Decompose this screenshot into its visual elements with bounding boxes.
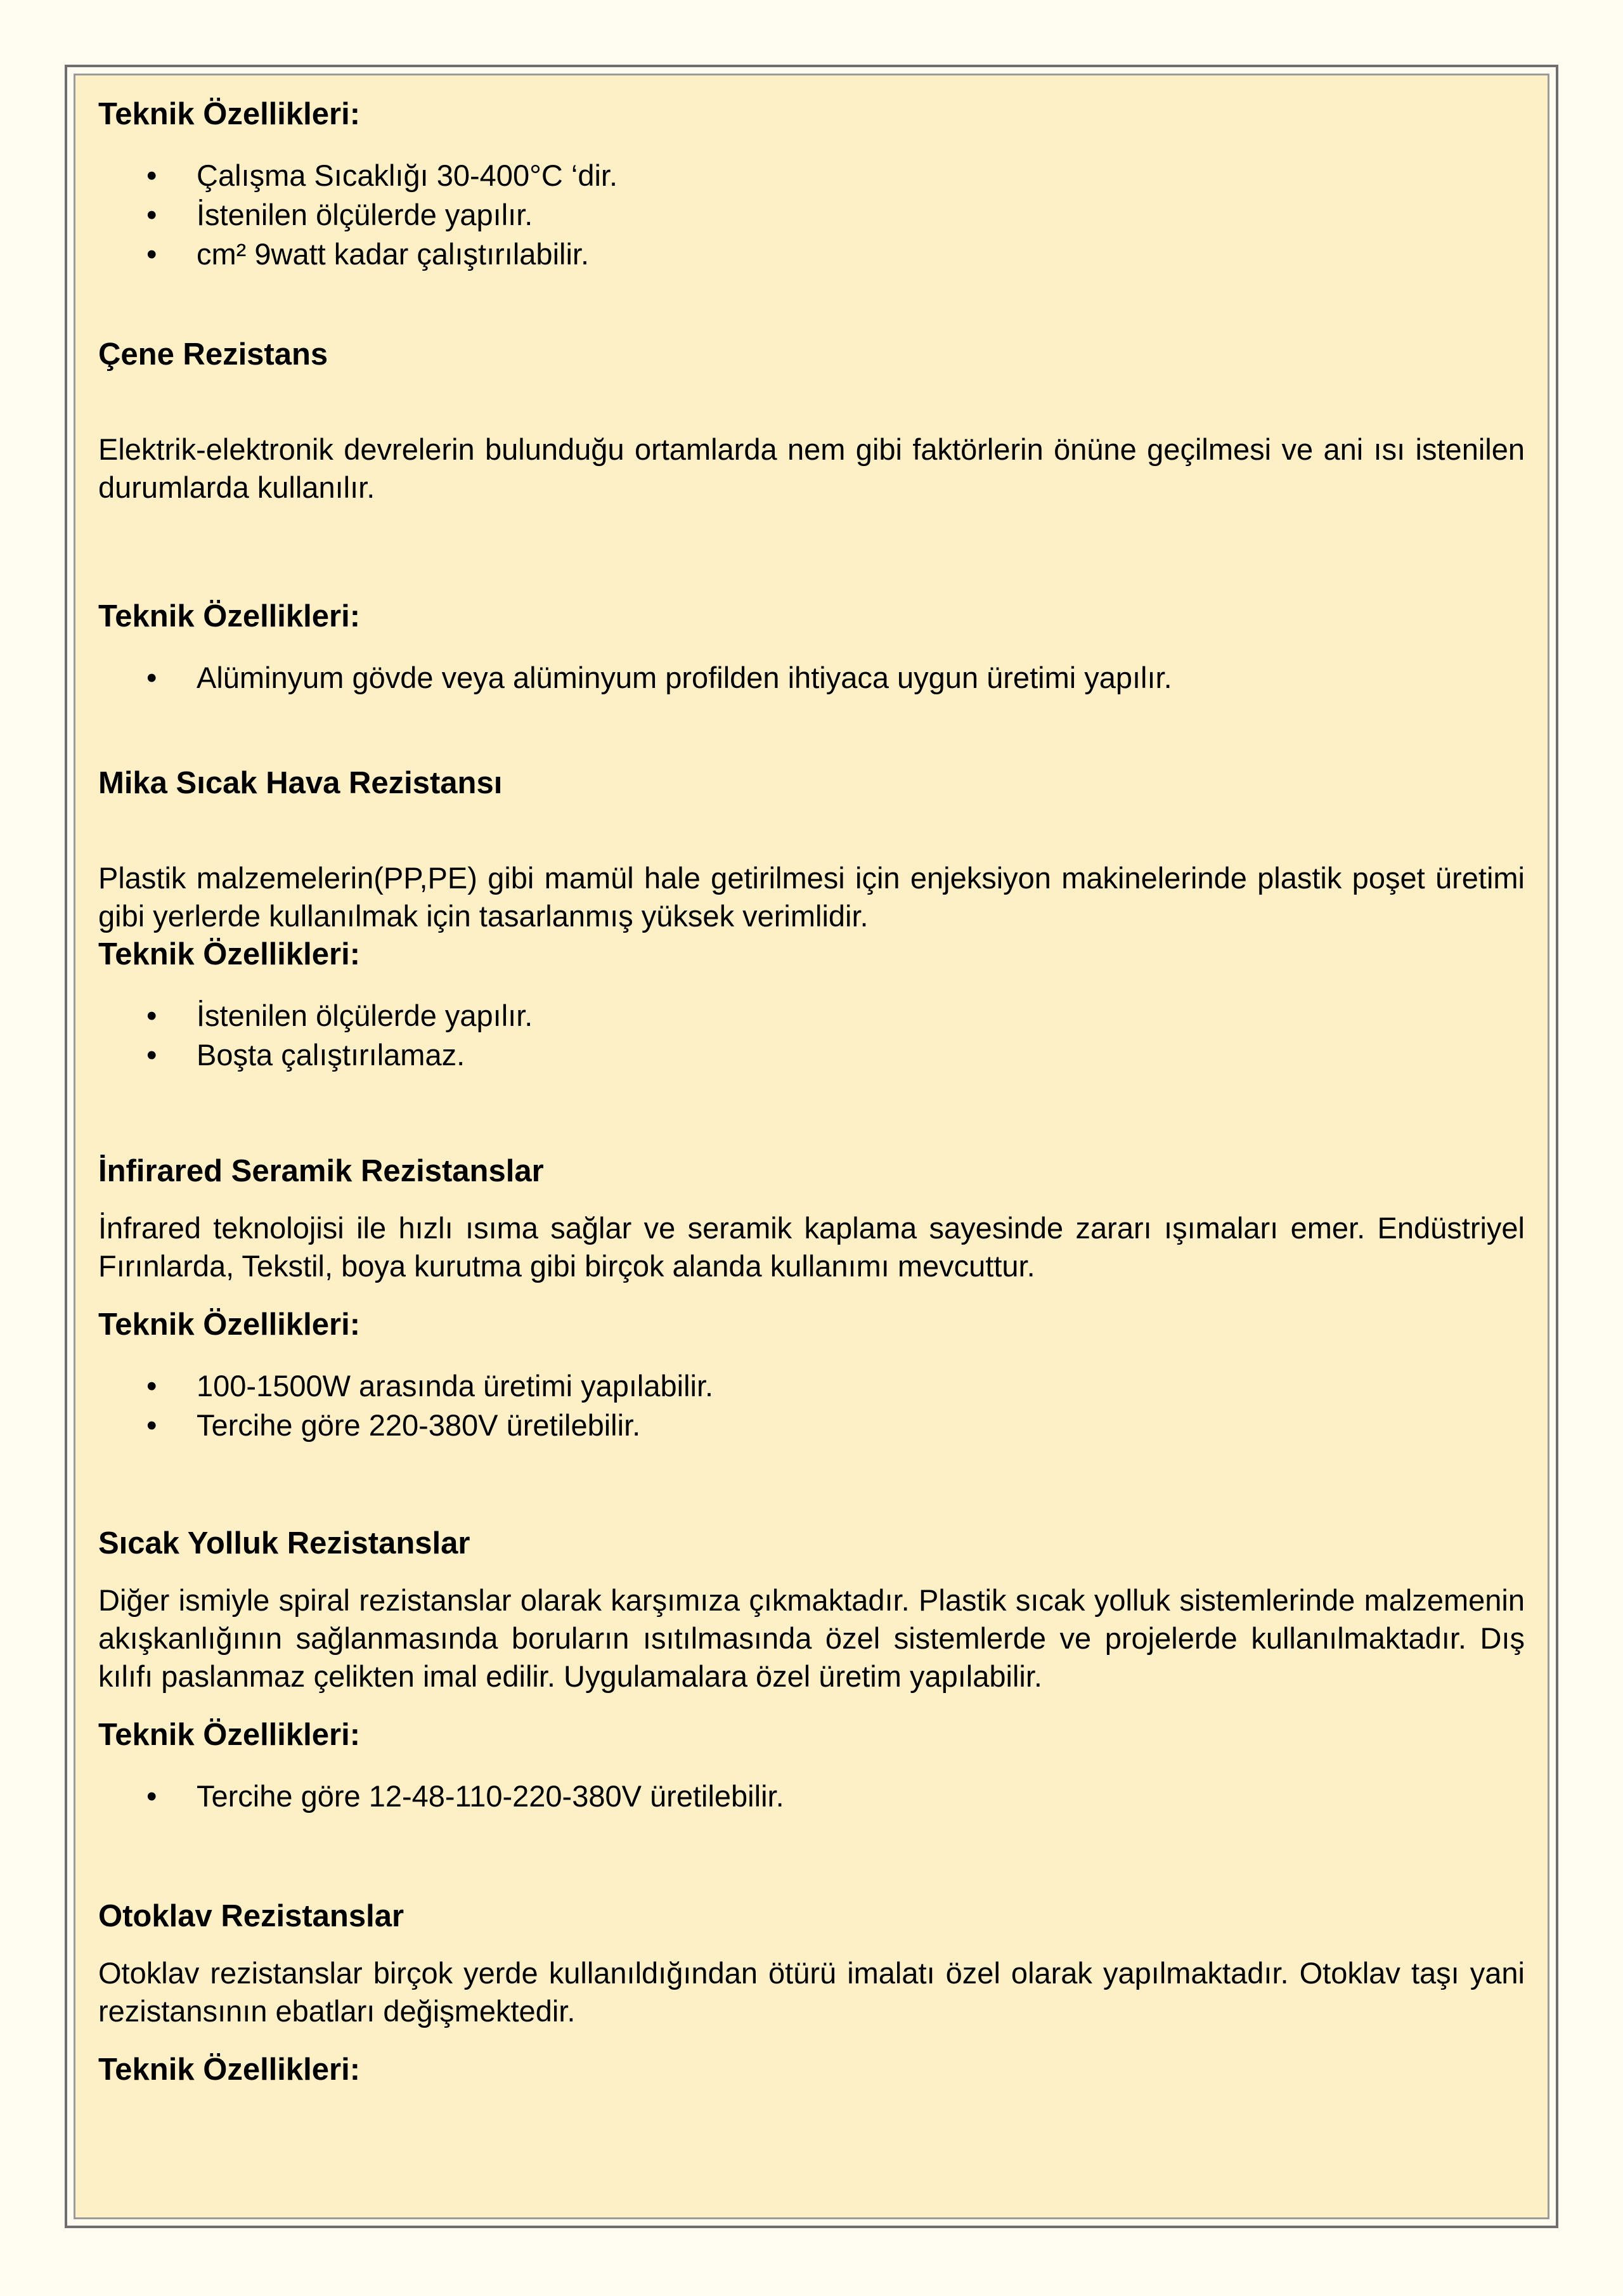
section-title: İnfirared Seramik Rezistanslar [98, 1154, 544, 1188]
section-description: İnfrared teknolojisi ile hızlı ısıma sağlar ve seramik kaplama sayesinde zararı ışımaları emer. Endüstriyel Fırınlarda, Tekstil, boya kurutma gibi birçok alanda kullanımı mevcuttur. [98, 1211, 1525, 1283]
list-item: • Tercihe göre 220-380V üretilebilir. [98, 1406, 1525, 1445]
list-item: • Boşta çalıştırılamaz. [98, 1035, 1525, 1075]
list-item: • İstenilen ölçülerde yapılır. [98, 195, 1525, 235]
list-item: • 100-1500W arasında üretimi yapılabilir. [98, 1366, 1525, 1406]
section-description: Diğer ismiyle spiral rezistanslar olarak karşımıza çıkmaktadır. Plastik sıcak yolluk sistemlerinde malzemenin akışkanlığının sağlanmasında boruların ısıtılmasında özel sistemlerde ve projelerde kullanılmaktadır. Dış kılıfı paslanmaz çelikten imal edilir. Uygulamalara özel üretim yapılabilir. [98, 1583, 1525, 1693]
section-title: Çene Rezistans [98, 337, 328, 372]
spec-heading: Teknik Özellikleri: [98, 599, 361, 633]
list-item: • İstenilen ölçülerde yapılır. [98, 996, 1525, 1035]
spec-heading: Teknik Özellikleri: [98, 1718, 361, 1752]
section-description: Otoklav rezistanslar birçok yerde kullanıldığından ötürü imalatı özel olarak yapılmaktadır. Otoklav taşı yani rezistansının ebatları değişmektedir. [98, 1956, 1525, 2028]
section-description: Plastik malzemelerin(PP,PE) gibi mamül hale getirilmesi için enjeksiyon makinelerinde plastik poşet üretimi gibi yerlerde kullanılmak için tasarlanmış yüksek verimlidir. [98, 861, 1525, 933]
spec-list [98, 156, 1525, 274]
spec-heading: Teknik Özellikleri: [98, 937, 361, 971]
section-title: Mika Sıcak Hava Rezistansı [98, 766, 503, 800]
document-content [98, 95, 1525, 2089]
list-item: • Çalışma Sıcaklığı 30-400°C ‘dir. [98, 156, 1525, 195]
spec-list [98, 996, 1525, 1075]
section-title: Sıcak Yolluk Rezistanslar [98, 1526, 470, 1560]
spec-list [98, 1366, 1525, 1445]
list-item: • Alüminyum gövde veya alüminyum profilden ihtiyaca uygun üretimi yapılır. [98, 658, 1525, 697]
section-description: Elektrik-elektronik devrelerin bulunduğu ortamlarda nem gibi faktörlerin önüne geçilmesi ve ani ısı istenilen durumlarda kullanılır. [98, 432, 1525, 504]
spec-list [98, 658, 1525, 697]
spec-list [98, 1777, 1525, 1816]
list-item: • Tercihe göre 12-48-110-220-380V üretilebilir. [98, 1777, 1525, 1816]
section-title: Otoklav Rezistanslar [98, 1899, 404, 1933]
spec-heading: Teknik Özellikleri: [98, 1307, 361, 1342]
list-item: • cm² 9watt kadar çalıştırılabilir. [98, 235, 1525, 274]
spec-heading: Teknik Özellikleri: [98, 2053, 361, 2087]
spec-heading: Teknik Özellikleri: [98, 97, 361, 131]
